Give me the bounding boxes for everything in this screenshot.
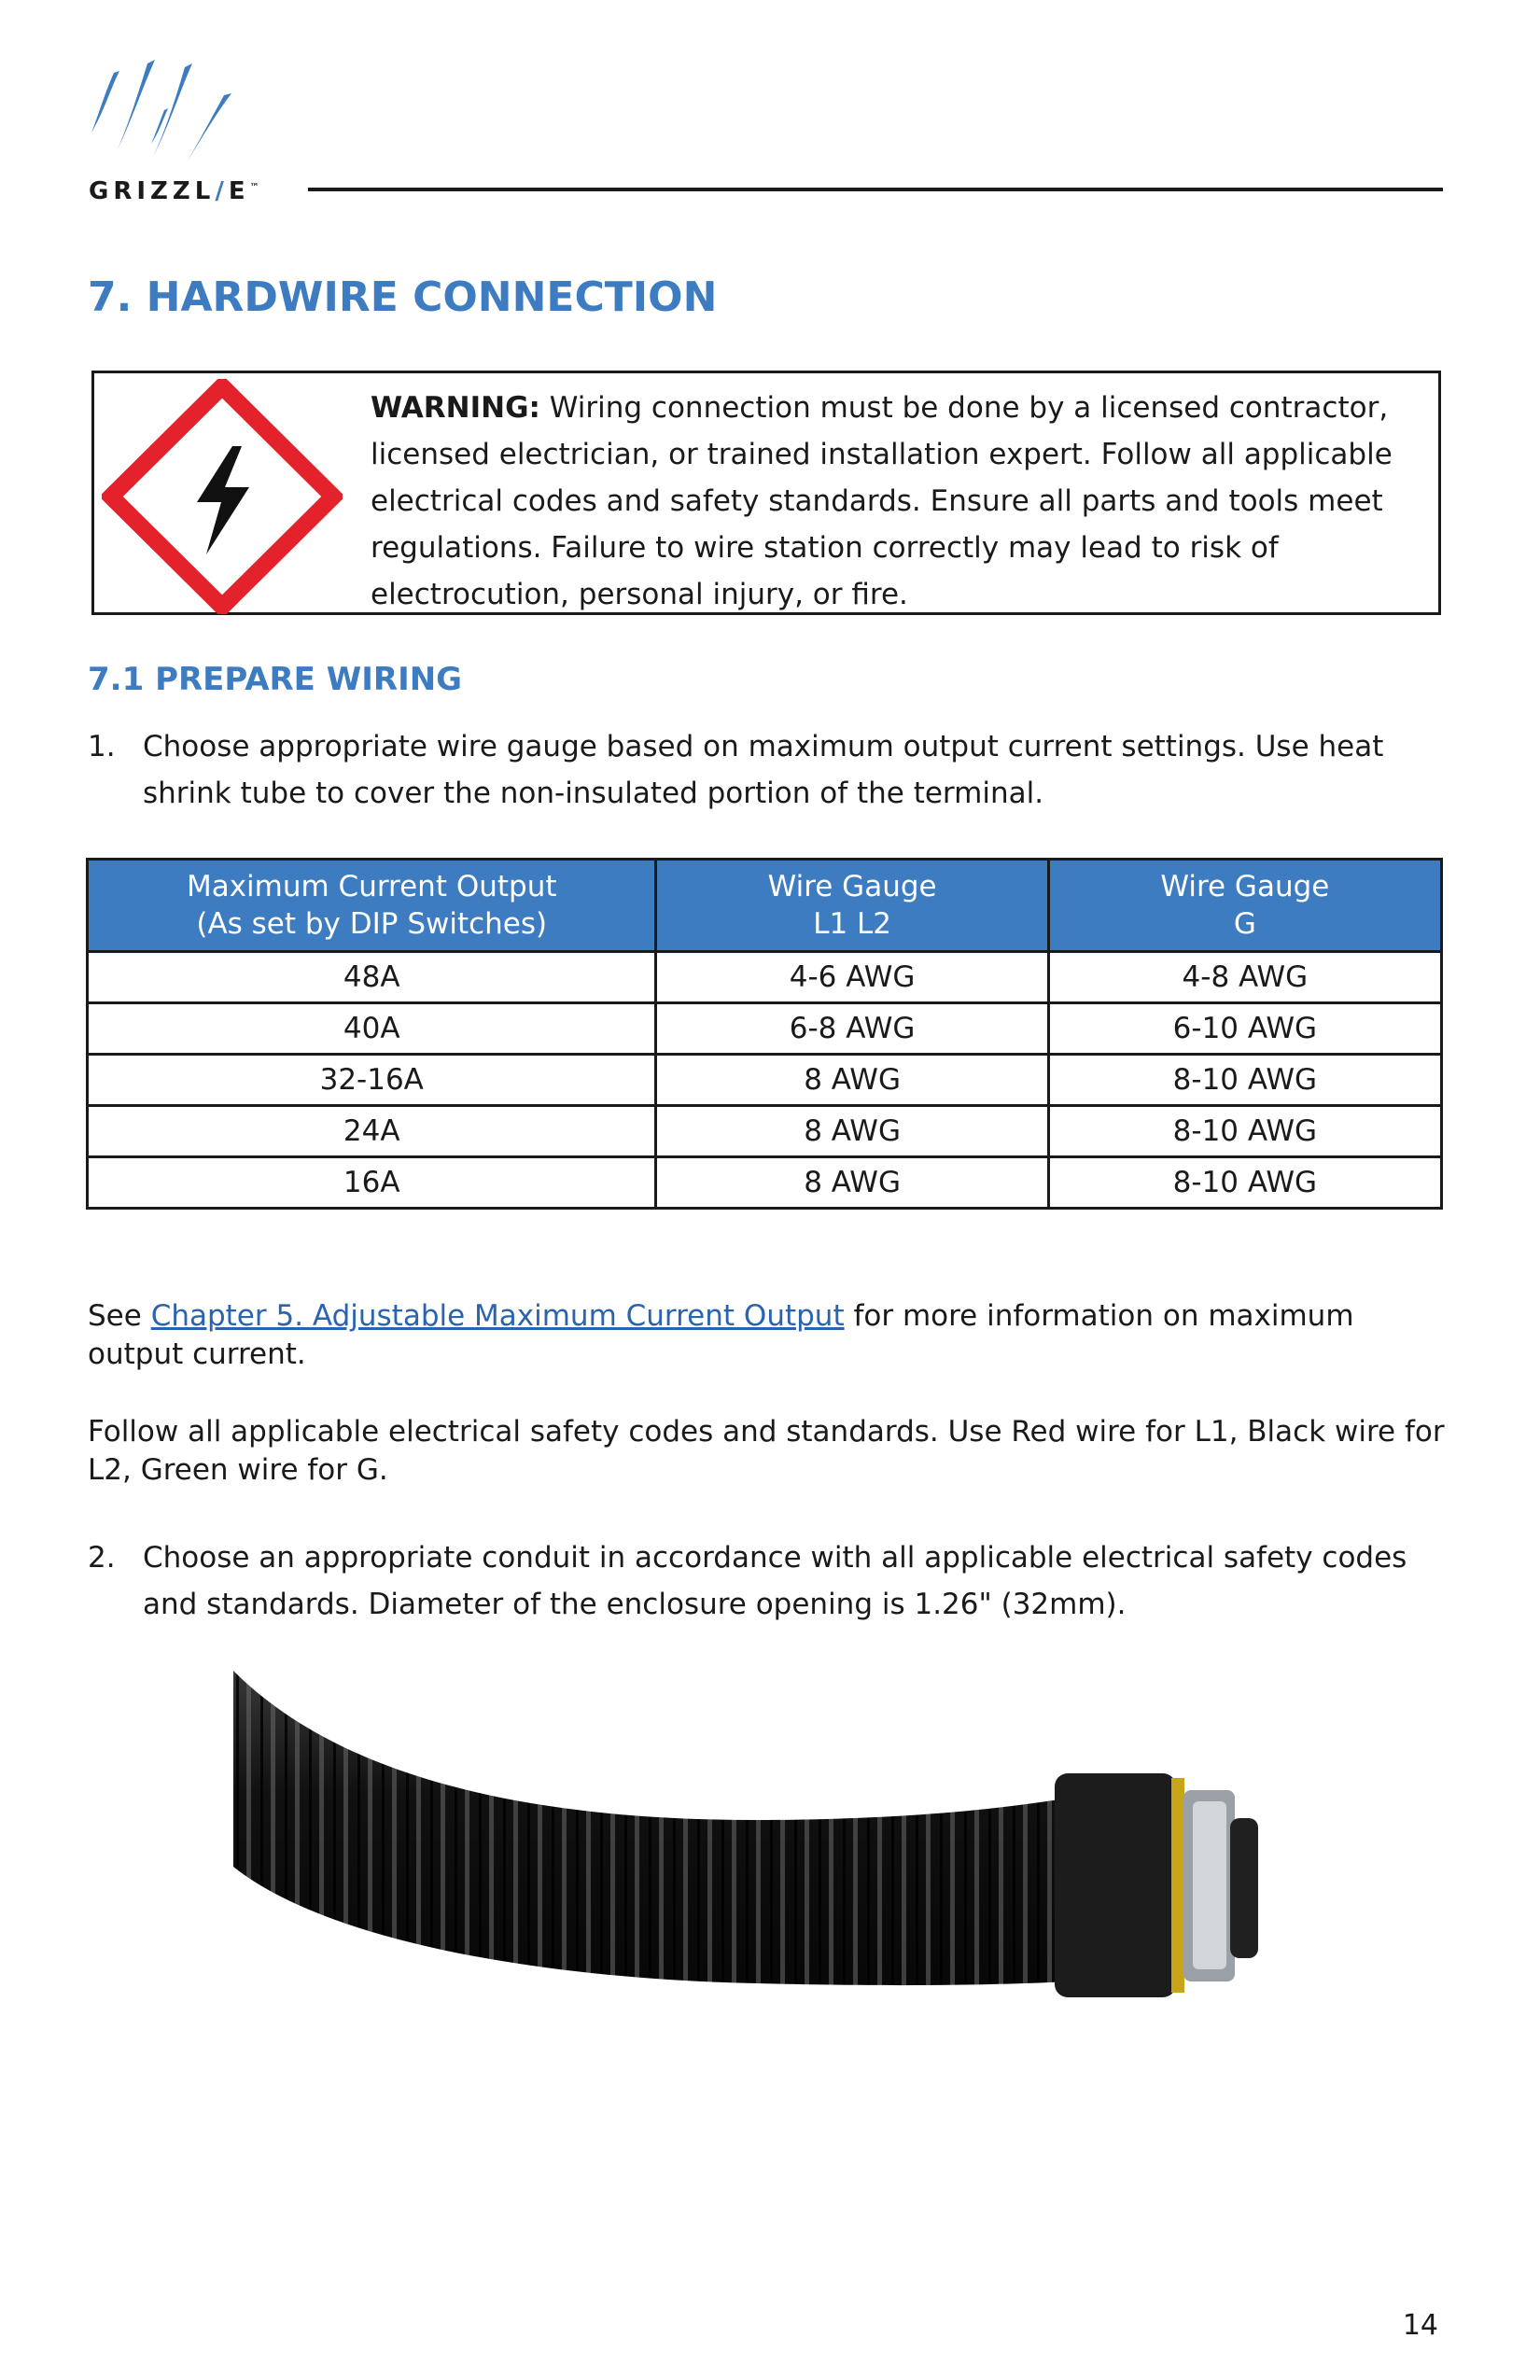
- table-cell: 6-10 AWG: [1048, 1003, 1441, 1055]
- table-row: [88, 1106, 1442, 1157]
- table-row: [88, 1055, 1442, 1106]
- table-cell: 8-10 AWG: [1048, 1055, 1441, 1106]
- brand-wordmark: GRIZZL/E™: [89, 177, 264, 205]
- table-cell: 8 AWG: [656, 1157, 1048, 1209]
- wire-color-note: Follow all applicable electrical safety codes and standards. Use Red wire for L1, Black wire for L2, Green wire for G.: [88, 1415, 1445, 1487]
- list-text: Choose an appropriate conduit in accordance with all applicable electrical safety codes and standards. Diameter of the enclosure opening is 1.26" (32mm).: [143, 1541, 1407, 1621]
- table-cell: 8-10 AWG: [1048, 1157, 1441, 1209]
- table-cell: 6-8 AWG: [656, 1003, 1048, 1055]
- header-gauge-g: Wire Gauge G: [1048, 860, 1441, 952]
- table-row: [88, 1003, 1442, 1055]
- list-item: [88, 1534, 1450, 1637]
- wire-gauge-table: [86, 858, 1443, 1210]
- table-cell: 4-8 AWG: [1048, 952, 1441, 1003]
- list-text: Choose appropriate wire gauge based on maximum output current settings. Use heat shrink tube to cover the non-insulated portion of the terminal.: [143, 730, 1384, 810]
- table-cell: 48A: [88, 952, 656, 1003]
- list-number: 1.: [88, 730, 116, 763]
- table-cell: 4-6 AWG: [656, 952, 1048, 1003]
- list-number: 2.: [88, 1541, 116, 1575]
- conduit-fitting: [1055, 1773, 1258, 1997]
- conduit-photo: [233, 1661, 1269, 2035]
- table-cell: 24A: [88, 1106, 656, 1157]
- table-cell: 8 AWG: [656, 1055, 1048, 1106]
- warning-text: WARNING: Wiring connection must be done by a licensed contractor, licensed electrician, or trained installation expert. Follow all applicable electrical codes and safety standards. Ensure all parts and tools meet regulations. Failure to wire station correctly may lead to risk of electrocution, personal injury, or fire.: [371, 391, 1393, 611]
- page-number: 14: [1402, 2309, 1438, 2342]
- header-rule: [308, 188, 1443, 191]
- table-cell: 8 AWG: [656, 1106, 1048, 1157]
- header-max-current: Maximum Current Output (As set by DIP Switches): [88, 860, 656, 952]
- table-cell: 8-10 AWG: [1048, 1106, 1441, 1157]
- table-cell: 16A: [88, 1157, 656, 1209]
- table-row: [88, 1157, 1442, 1209]
- subsection-title: 7.1 PREPARE WIRING: [88, 661, 463, 698]
- table-cell: 40A: [88, 1003, 656, 1055]
- table-row: [88, 952, 1442, 1003]
- list-item: [88, 723, 1450, 826]
- chapter-reference: See Chapter 5. Adjustable Maximum Current Output for more information on maximum output current.: [88, 1299, 1354, 1371]
- warning-box: [91, 371, 1441, 615]
- electrical-hazard-icon: [102, 379, 343, 614]
- chapter-5-link[interactable]: Chapter 5. Adjustable Maximum Current Output: [150, 1299, 845, 1333]
- table-cell: 32-16A: [88, 1055, 656, 1106]
- table-header-row: [88, 860, 1442, 952]
- section-title: 7. HARDWIRE CONNECTION: [88, 273, 718, 321]
- header-gauge-l1-l2: Wire Gauge L1 L2: [656, 860, 1048, 952]
